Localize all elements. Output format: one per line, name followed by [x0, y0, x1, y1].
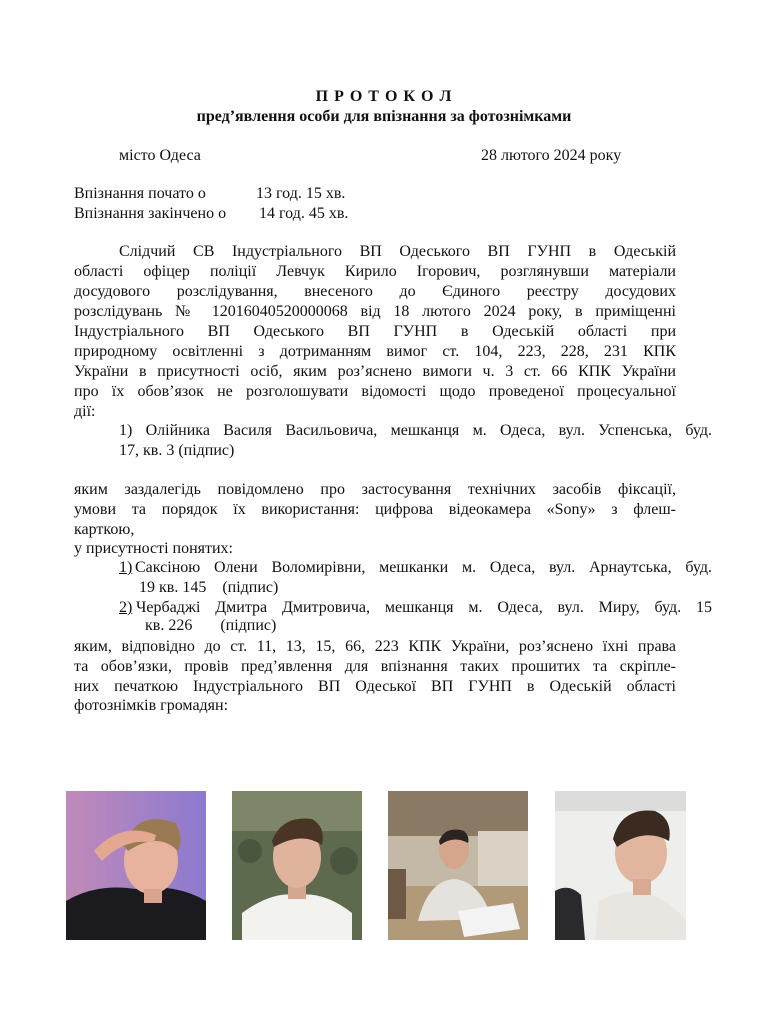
witness-1-number: 1): [119, 559, 133, 576]
body-line: досудового розслідування, внесеного до Єдиного реєстру досудових: [74, 283, 676, 300]
end-label: Впізнання закінчено о: [74, 205, 227, 222]
body-line: Індустріального ВП Одеського ВП ГУНП в Одеській області при: [74, 323, 676, 340]
closing-line: них печаткою Індустріального ВП Одеської ВП ГУНП в Одеській області: [74, 678, 676, 695]
witness-1-address: 19 кв. 145 (підпис): [139, 579, 279, 596]
identifying-person: 1) Олійника Василя Васильовича, мешканця м. Одеса, вул. Успенська, буд.: [119, 422, 712, 439]
body-line: про їх обов’язок не розголошувати відомості щодо проведеної процесуальної: [74, 383, 676, 400]
end-time: 14 год. 45 хв.: [259, 205, 349, 222]
body-line: України в присутності осіб, яким роз’яснено вимоги ч. 3 ст. 66 КПК України: [74, 363, 676, 380]
witness-2: Чербаджі Дмитра Дмитровича, мешканця м. Одеса, вул. Миру, буд. 15: [136, 599, 712, 616]
date: 28 лютого 2024 року: [481, 147, 622, 164]
closing-line: фотознімків громадян:: [74, 697, 229, 714]
photo-1: [66, 791, 206, 940]
body-line: Слідчий СВ Індустріального ВП Одеського ВП ГУНП в Одеській: [119, 243, 676, 260]
photo-3: [388, 791, 528, 940]
body-line: природному освітленні з дотриманням вимог ст. 104, 223, 228, 231 КПК: [74, 343, 676, 360]
photo-2: [232, 791, 362, 940]
closing-line: яким, відповідно до ст. 11, 13, 15, 66, 223 КПК України, роз’яснено їхні права: [74, 638, 676, 655]
start-time: 13 год. 15 хв.: [256, 185, 346, 202]
notice-line: карткою,: [74, 521, 135, 538]
body-line: розслідувань № 12016040520000068 від 18 лютого 2024 року, в приміщенні: [74, 303, 676, 320]
witness-2-address: кв. 226 (підпис): [145, 617, 277, 634]
city: місто Одеса: [119, 147, 201, 164]
witness-1: Саксіною Олени Воломирівни, мешканки м. Одеса, вул. Арнаутська, буд.: [135, 559, 712, 576]
closing-line: та обов’язки, провів пред’явлення для впізнання таких прошитих та скріпле-: [74, 658, 676, 675]
start-label: Впізнання почато о: [74, 185, 206, 202]
body-line: дії:: [74, 403, 96, 420]
witnesses-intro: у присутності понятих:: [74, 540, 233, 557]
document-title: П Р О Т О К О Л: [315, 88, 453, 105]
photo-4: [555, 791, 686, 940]
notice-line: умови та порядок їх використання: цифрова відеокамера «Sony» з флеш-: [74, 501, 676, 518]
document-subtitle: пред’явлення особи для впізнання за фотознімками: [196, 108, 572, 125]
identifying-person-address: 17, кв. 3 (підпис): [119, 442, 235, 459]
witness-2-number: 2): [119, 599, 133, 616]
body-line: області офіцер поліції Левчук Кирило Ігорович, розглянувши матеріали: [74, 263, 676, 280]
notice-line: яким заздалегідь повідомлено про застосування технічних засобів фіксації,: [74, 481, 676, 498]
